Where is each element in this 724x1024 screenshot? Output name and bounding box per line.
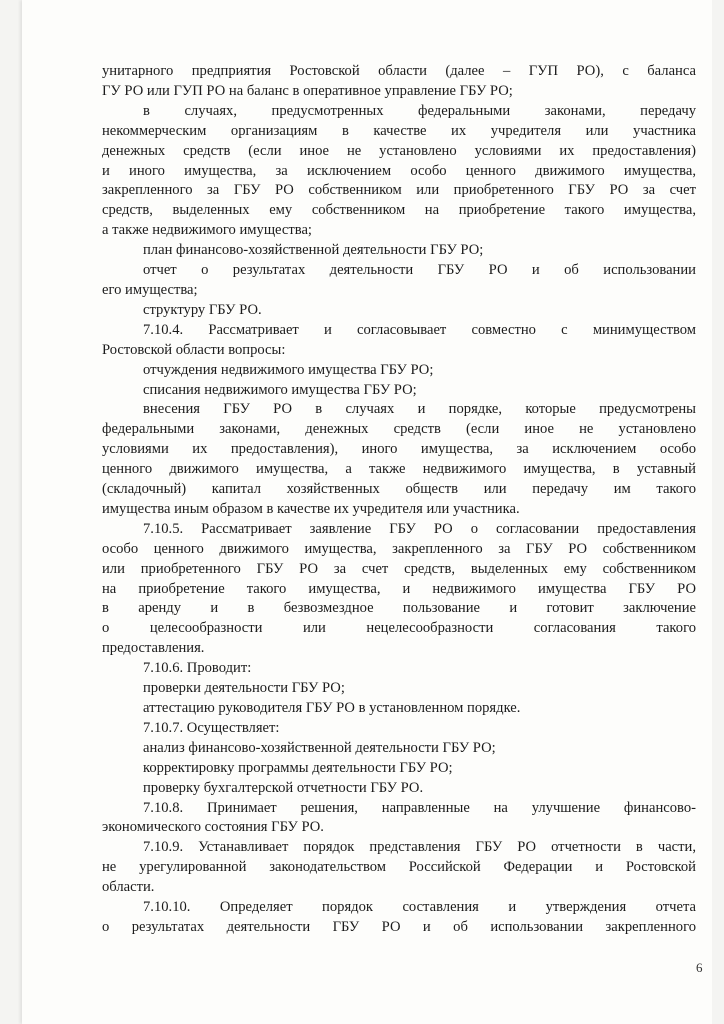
text-line: 7.10.6. Проводит: (143, 660, 252, 677)
text-line: а также недвижимого имущества; (102, 222, 312, 239)
text-line: 7.10.4. Рассматривает и согласовывает совместно с минимуществом (143, 321, 696, 338)
text-line: 7.10.8. Принимает решения, направленные на улучшение финансово- (143, 799, 696, 816)
text-line: корректировку программы деятельности ГБУ РО; (143, 759, 453, 776)
text-line: закрепленного за ГБУ РО собственником или приобретенного ГБУ РО за счет (102, 182, 696, 199)
text-line: 7.10.10. Определяет порядок составления и утверждения отчета (143, 899, 696, 916)
text-line: средств, выделенных ему собственником на приобретение такого имущества, (102, 202, 696, 219)
text-line: в случаях, предусмотренных федеральными законами, передачу (143, 102, 696, 119)
text-line: условиями их предоставления), иного имущества, за исключением особо (102, 441, 696, 458)
text-line: денежных средств (если иное не установлено условиями их предоставления) (102, 142, 696, 159)
text-line: 7.10.9. Устанавливает порядок представления ГБУ РО отчетности в части, (143, 839, 696, 856)
text-line: проверку бухгалтерской отчетности ГБУ РО. (143, 779, 424, 796)
text-line: ценного движимого имущества, а также недвижимого имущества, в уставный (102, 461, 696, 478)
text-line: о результатах деятельности ГБУ РО и об использовании закрепленного (102, 918, 696, 935)
text-line: аттестацию руководителя ГБУ РО в установленном порядке. (143, 700, 521, 716)
text-line: внесения ГБУ РО в случаях и порядке, которые предусмотрены (143, 401, 696, 418)
text-line: его имущества; (102, 281, 198, 298)
text-line: о целесообразности или нецелесообразности согласования такого (102, 620, 696, 637)
text-line: или приобретенного ГБУ РО за счет средств, выделенных ему собственником (102, 560, 696, 577)
text-line: отчуждения недвижимого имущества ГБУ РО; (143, 361, 434, 378)
text-line: проверки деятельности ГБУ РО; (143, 680, 345, 697)
text-line: отчет о результатах деятельности ГБУ РО и об использовании (143, 262, 696, 279)
text-line: в аренду и в безвозмездное пользование и готовит заключение (102, 600, 696, 617)
document-page (22, 0, 712, 1024)
page-number: 6 (696, 960, 703, 975)
text-line: имущества иным образом в качестве их учредителя или участника. (102, 500, 520, 517)
text-line: унитарного предприятия Ростовской области (далее – ГУП РО), с баланса (102, 63, 696, 79)
text-line: области. (102, 879, 155, 896)
document-body (102, 62, 696, 938)
text-line: и иного имущества, за исключением особо ценного движимого имущества, (102, 162, 696, 179)
text-line: 7.10.7. Осуществляет: (143, 719, 280, 736)
text-line: ГУ РО или ГУП РО на баланс в оперативное управление ГБУ РО; (102, 82, 513, 99)
text-line: экономического состояния ГБУ РО. (102, 819, 324, 836)
text-line: предоставления. (102, 640, 205, 657)
text-line: Ростовской области вопросы: (102, 341, 286, 358)
text-line: анализ финансово-хозяйственной деятельности ГБУ РО; (143, 739, 496, 756)
text-line: (складочный) капитал хозяйственных обществ или передачу им такого (102, 481, 696, 498)
text-line: федеральными законами, денежных средств (если иное не установлено (102, 421, 696, 438)
text-line: структуру ГБУ РО. (143, 301, 262, 318)
text-line: 7.10.5. Рассматривает заявление ГБУ РО о согласовании предоставления (143, 520, 696, 537)
text-line: некоммерческим организациям в качестве их учредителя или участника (102, 122, 696, 139)
text-line: на приобретение такого имущества, и недвижимого имущества ГБУ РО (102, 580, 696, 597)
text-line: особо ценного движимого имущества, закрепленного за ГБУ РО собственником (102, 540, 696, 557)
text-line: план финансово-хозяйственной деятельности ГБУ РО; (143, 242, 484, 259)
text-line: списания недвижимого имущества ГБУ РО; (143, 381, 417, 398)
text-line: не урегулированной законодательством Российской Федерации и Ростовской (102, 859, 696, 876)
